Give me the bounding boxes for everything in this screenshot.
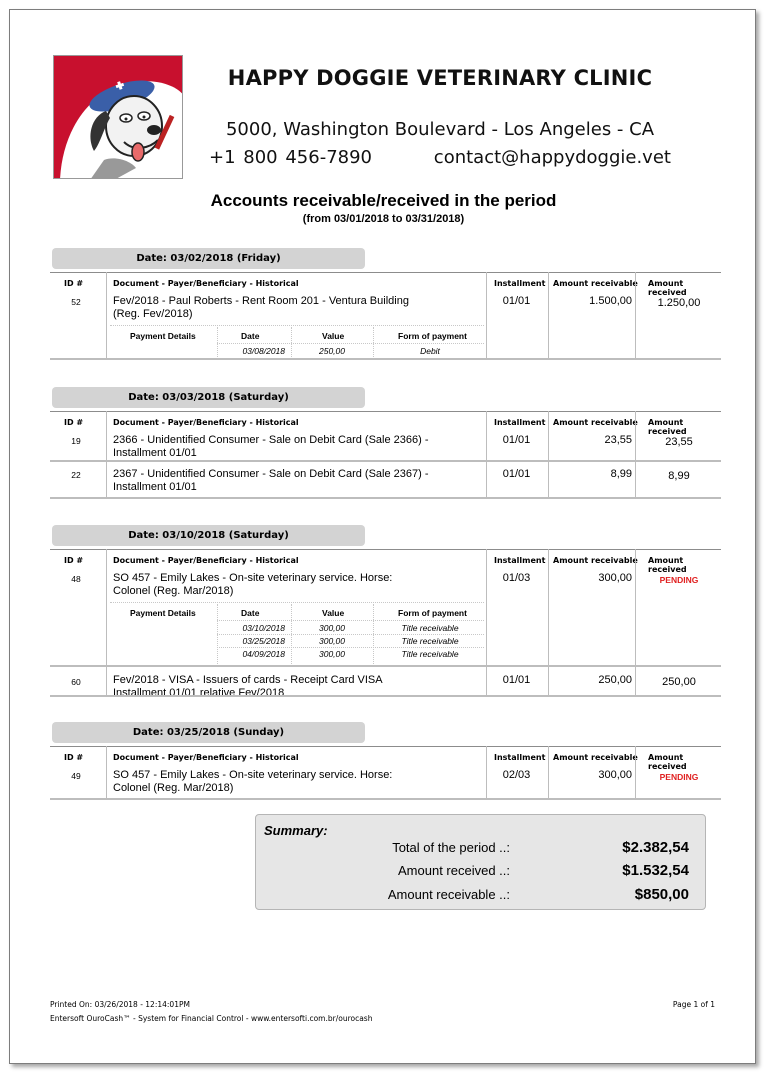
row-id: 60: [71, 677, 81, 687]
clinic-address: 5000, Washington Boulevard - Los Angeles - CA: [225, 119, 655, 140]
report-page: [9, 9, 756, 1064]
row-document: Fev/2018 - Paul Roberts - Rent Room 201 - Ventura Building (Reg. Fev/2018): [113, 295, 409, 320]
summary-received-label: Amount received ..:: [398, 863, 510, 878]
row-id: 49: [71, 771, 81, 781]
col-header-amount-received: Amount received: [648, 279, 687, 297]
payment-form: Title receivable: [401, 636, 459, 646]
clinic-phone: +1 800 456-7890: [209, 147, 373, 168]
summary-title: Summary:: [264, 823, 328, 838]
row-amount-received: 8,99: [668, 470, 690, 482]
row-id: 52: [71, 297, 81, 307]
payment-value: 250,00: [319, 346, 345, 356]
row-amount-receivable: 1.500,00: [589, 295, 632, 307]
report-period: (from 03/01/2018 to 03/31/2018): [302, 213, 465, 225]
report-title: Accounts receivable/received in the period: [210, 191, 557, 210]
clinic-contact: [205, 147, 675, 168]
pending-badge: PENDING: [659, 575, 699, 585]
summary-received-value: $1.532,54: [622, 862, 689, 879]
col-header-installment: Installment: [494, 279, 546, 288]
row-installment: 01/01: [502, 434, 531, 446]
summary-box: [255, 814, 706, 910]
summary-total-value: $2.382,54: [622, 839, 689, 856]
row-amount-received: 23,55: [665, 436, 693, 448]
summary-receivable-label: Amount receivable ..:: [387, 887, 510, 902]
row-id: 19: [71, 436, 81, 446]
row-installment: 01/01: [502, 295, 531, 307]
summary-receivable-value: $850,00: [634, 886, 689, 903]
row-document: SO 457 - Emily Lakes - On-site veterinary service. Horse: Colonel (Reg. Mar/2018): [113, 572, 393, 597]
row-id: 48: [71, 574, 81, 584]
date-group-header: Date: 03/02/2018 (Friday): [52, 248, 365, 269]
payment-form: Title receivable: [401, 623, 459, 633]
row-amount-receivable: 250,00: [598, 674, 632, 686]
date-group-header: Date: 03/03/2018 (Saturday): [52, 387, 365, 408]
date-group: ID # Document - Payer/Beneficiary - Historical Installment Amount receivable Amount received 19 2366 - Unidentified Consumer - Sale on Debit Card (Sale 2366) - Installment 01/01 01/01 23,55 23,55 22 2367 - Unidentified Consumer - Sale on Debit Card (Sale 2367) - Installment 01/01 01/01 8,99 8,99: [50, 411, 721, 499]
payment-form: Debit: [420, 346, 440, 356]
payment-date: 03/08/2018: [242, 346, 285, 356]
row-installment: 01/01: [502, 468, 531, 480]
pending-badge: PENDING: [659, 772, 699, 782]
row-installment: 02/03: [502, 769, 531, 781]
row-installment: 01/01: [502, 674, 531, 686]
col-header-document: Document - Payer/Beneficiary - Historical: [113, 279, 299, 288]
row-document: SO 457 - Emily Lakes - On-site veterinary service. Horse: Colonel (Reg. Mar/2018): [113, 769, 393, 794]
page-number: Page 1 of 1: [672, 1000, 715, 1009]
col-header-id: ID #: [64, 279, 84, 288]
payment-date: 04/09/2018: [242, 649, 285, 659]
payment-date: 03/25/2018: [242, 636, 285, 646]
row-amount-receivable: 300,00: [598, 769, 632, 781]
row-amount-receivable: 8,99: [610, 468, 632, 480]
clinic-email: contact@happydoggie.vet: [433, 147, 671, 168]
clinic-name: HAPPY DOGGIE VETERINARY CLINIC: [227, 66, 653, 90]
date-group: ID # Document - Payer/Beneficiary - Historical Installment Amount receivable Amount received 48 SO 457 - Emily Lakes - On-site veterinary service. Horse: Colonel (Reg. Mar/2018) 01/03 300,00 PENDING Payment Details Date Value Form of payment 03/10/2018 300,00 Title receivable 03/25/2018 300,00 Title receivable 04/09/2018 300,00 Title receivable 60 Fev/2018 - VISA - Issuers of cards - Receipt Card VISA Installment 01/01 relative Fev/2018 01/01 250,00 250,00: [50, 549, 721, 697]
row-installment: 01/03: [502, 572, 531, 584]
payment-date: 03/10/2018: [242, 623, 285, 633]
row-document: Fev/2018 - VISA - Issuers of cards - Receipt Card VISA Installment 01/01 relative Fev/2018: [113, 674, 383, 699]
date-group-header: Date: 03/10/2018 (Saturday): [52, 525, 365, 546]
payment-value: 300,00: [319, 649, 345, 659]
date-group-header: Date: 03/25/2018 (Sunday): [52, 722, 365, 743]
row-amount-receivable: 23,55: [604, 434, 632, 446]
col-header-amount-receivable: Amount receivable: [553, 279, 638, 288]
payment-value: 300,00: [319, 636, 345, 646]
date-group: ID # Document - Payer/Beneficiary - Historical Installment Amount receivable Amount received 52 Fev/2018 - Paul Roberts - Rent Room 201 - Ventura Building (Reg. Fev/2018) 01/01 1.500,00 1.250,00 Payment Details Date Value Form of payment 03/08/2018 250,00 Debit: [50, 272, 721, 360]
clinic-logo: [53, 55, 183, 179]
printed-on: Printed On: 03/26/2018 - 12:14:01PM: [50, 1000, 190, 1009]
row-amount-received: 250,00: [662, 676, 696, 688]
payment-value: 300,00: [319, 623, 345, 633]
row-amount-received: 1.250,00: [657, 297, 701, 309]
row-document: 2367 - Unidentified Consumer - Sale on Debit Card (Sale 2367) - Installment 01/01: [113, 468, 429, 493]
row-amount-receivable: 300,00: [598, 572, 632, 584]
row-id: 22: [71, 470, 81, 480]
software-credit: Entersoft OuroCash™ - System for Financial Control - www.entersofti.com.br/ourocash: [50, 1014, 373, 1023]
dog-doctor-icon: [54, 56, 183, 179]
row-document: 2366 - Unidentified Consumer - Sale on Debit Card (Sale 2366) - Installment 01/01: [113, 434, 429, 459]
summary-total-label: Total of the period ..:: [392, 840, 510, 855]
date-group: ID # Document - Payer/Beneficiary - Historical Installment Amount receivable Amount received 49 SO 457 - Emily Lakes - On-site veterinary service. Horse: Colonel (Reg. Mar/2018) 02/03 300,00 PENDING: [50, 746, 721, 800]
payment-form: Title receivable: [401, 649, 459, 659]
